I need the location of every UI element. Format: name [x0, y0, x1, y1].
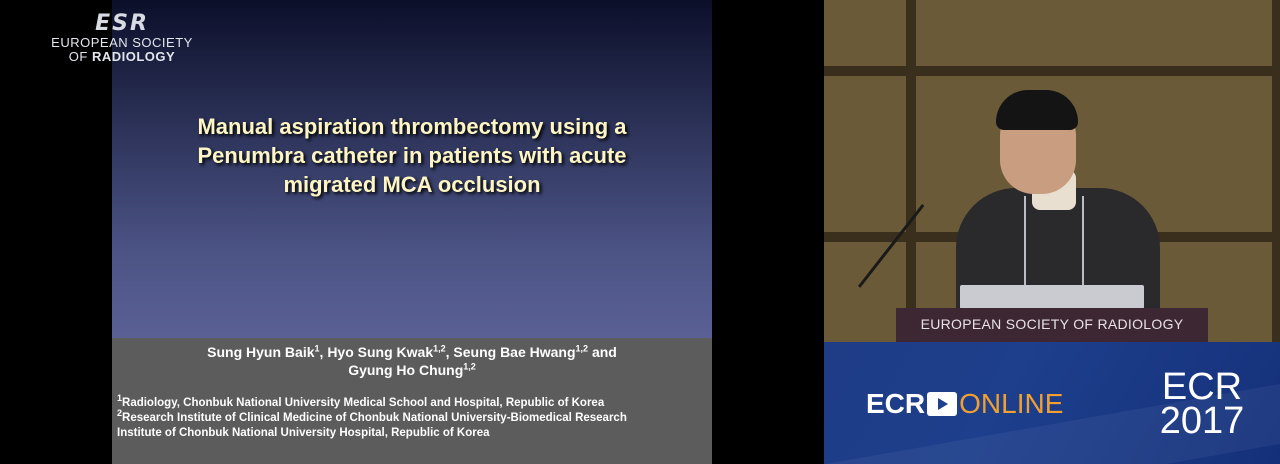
- title-line: Penumbra catheter in patients with acute: [197, 143, 627, 168]
- wall-panel: [824, 76, 906, 232]
- affiliation-text: Radiology, Chonbuk National University Medical School and Hospital, Republic of Korea: [122, 397, 605, 409]
- online-word: ONLINE: [959, 388, 1064, 419]
- ecr-word: ECR: [866, 388, 926, 419]
- affiliation-line: [117, 426, 707, 441]
- author-affil: 1,2: [575, 343, 589, 354]
- affiliation-text: Research Institute of Clinical Medicine of Chonbuk National University-Biomedical Research: [122, 412, 627, 424]
- ecr-online-banner: [824, 342, 1280, 464]
- title-line: Manual aspiration thrombectomy using a: [197, 114, 627, 139]
- author-name: Sung Hyun Baik: [207, 344, 315, 360]
- speaker-hair: [996, 90, 1078, 130]
- esr-logo-prefix: OF: [68, 49, 92, 64]
- ecr-online-logo: [866, 388, 1063, 420]
- speaker-video: [824, 0, 1280, 342]
- slide-title: [132, 112, 692, 199]
- ecr-year: 2017: [1159, 400, 1245, 442]
- author-affil: 1: [314, 343, 320, 354]
- author-affil: 1,2: [463, 361, 476, 372]
- esr-logo-line2: [44, 50, 200, 64]
- wall-panel: [916, 0, 1272, 66]
- affiliation-line: [117, 408, 707, 426]
- slide-affiliations: [117, 393, 707, 441]
- affiliation-line: [117, 393, 707, 411]
- title-line: migrated MCA occlusion: [283, 172, 541, 197]
- ecr-2017-logo: [1154, 366, 1250, 442]
- wall-panel: [824, 242, 906, 342]
- play-icon: [927, 392, 957, 416]
- affiliation-text: Institute of Chonbuk National University Hospital, Republic of Korea: [117, 427, 490, 439]
- speaker-lanyard: [1024, 196, 1084, 286]
- esr-logo-line1: EUROPEAN SOCIETY: [51, 35, 193, 50]
- esr-logo-mark: ESR: [95, 11, 149, 36]
- author-name: Seung Bae Hwang: [453, 344, 576, 360]
- author-name: Gyung Ho Chung: [348, 362, 464, 378]
- author-affil: 1,2: [433, 343, 446, 354]
- author-and: and: [591, 344, 617, 360]
- presentation-slide: [112, 0, 712, 464]
- author-name: Hyo Sung Kwak: [327, 344, 434, 360]
- esr-logo: [44, 12, 200, 66]
- slide-authors: Sung Hyun Baik$^1$, Hyo Sung Kwak$^{1,2}$, Seung Bae Hwang$^{1,2}$ and Gyung Ho Chung$^{1,2}$: [207, 343, 617, 378]
- affiliation-sup: 1: [117, 393, 123, 404]
- laptop: [960, 285, 1144, 309]
- esr-logo-bold: RADIOLOGY: [91, 49, 176, 64]
- affiliation-sup: 2: [117, 408, 123, 419]
- ecr-event: ECR: [1161, 366, 1243, 408]
- podium-label: EUROPEAN SOCIETY OF RADIOLOGY: [920, 316, 1184, 332]
- wall-panel: [824, 0, 906, 66]
